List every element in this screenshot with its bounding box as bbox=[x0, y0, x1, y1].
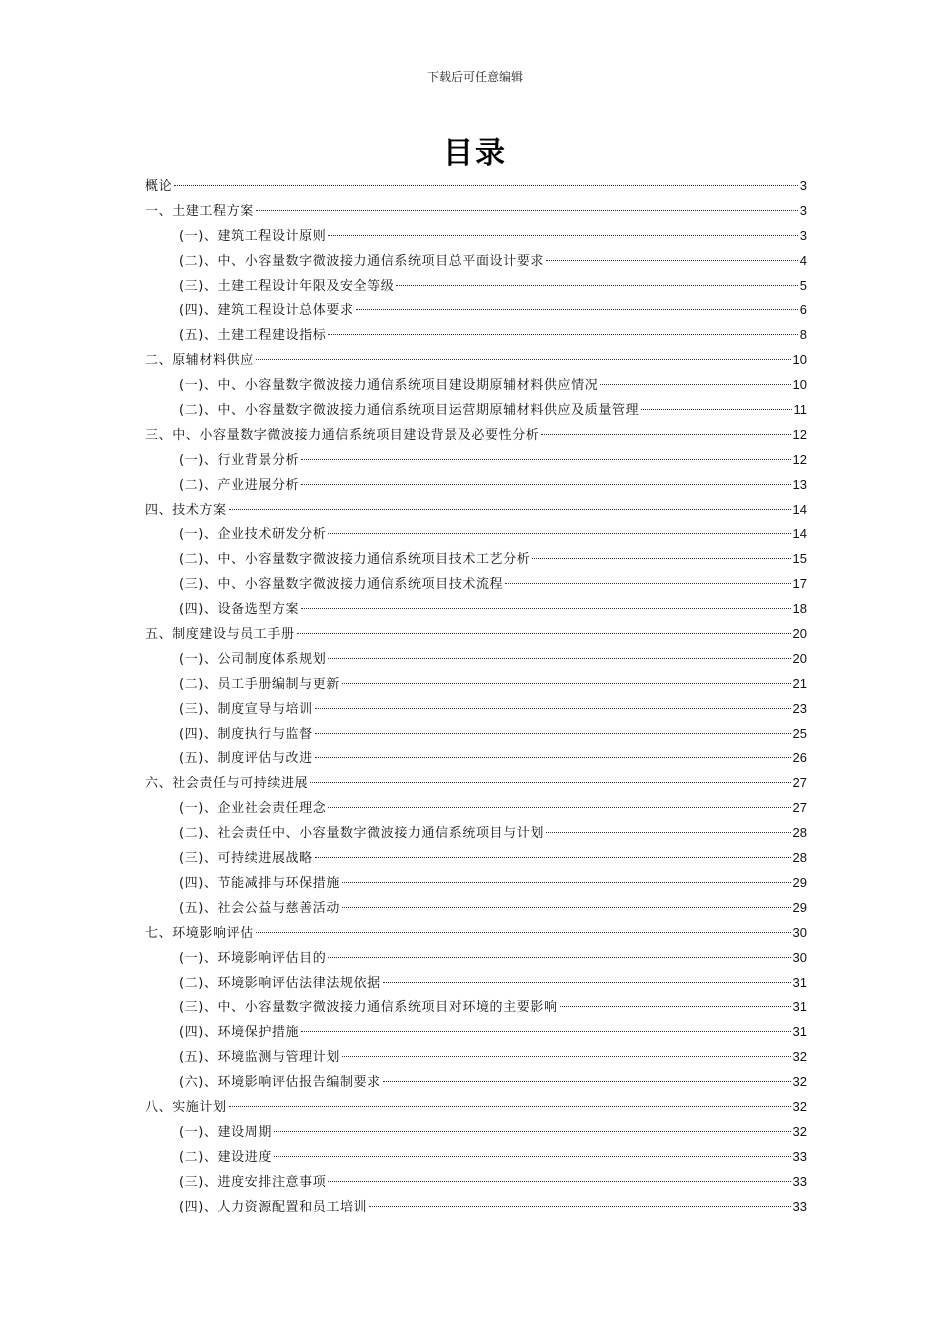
toc-entry[interactable] bbox=[145, 1020, 807, 1045]
toc-entry[interactable] bbox=[145, 921, 807, 946]
toc-entry[interactable] bbox=[145, 1195, 807, 1220]
toc-entry-page-number: 27 bbox=[792, 775, 807, 791]
toc-entry[interactable] bbox=[145, 672, 807, 697]
toc-entry-title: (四)、设备选型方案 bbox=[179, 602, 300, 618]
toc-entry-title: 二、原辅材料供应 bbox=[145, 353, 254, 369]
dot-leader bbox=[315, 708, 791, 709]
toc-entry-title: 概论 bbox=[145, 179, 173, 194]
dot-leader bbox=[315, 857, 791, 858]
toc-entry-title: (二)、社会责任中、小容量数字微波接力通信系统项目与计划 bbox=[179, 826, 544, 842]
toc-entry[interactable] bbox=[145, 199, 807, 224]
dot-leader bbox=[641, 409, 791, 410]
dot-leader bbox=[328, 334, 797, 335]
dot-leader bbox=[342, 683, 791, 684]
toc-entry[interactable] bbox=[145, 423, 807, 448]
toc-entry-page-number: 33 bbox=[792, 1173, 807, 1189]
toc-entry[interactable] bbox=[145, 348, 807, 373]
dot-leader bbox=[369, 1206, 790, 1207]
toc-entry-title: 五、制度建设与员工手册 bbox=[145, 627, 295, 643]
toc-entry[interactable] bbox=[145, 174, 807, 199]
dot-leader bbox=[274, 1131, 791, 1132]
toc-entry-page-number: 10 bbox=[792, 352, 807, 368]
toc-entry[interactable] bbox=[145, 224, 807, 249]
toc-entry[interactable] bbox=[145, 722, 807, 747]
toc-entry-title: (一)、企业技术研发分析 bbox=[179, 527, 327, 543]
toc-entry-title: (二)、产业进展分析 bbox=[179, 477, 300, 493]
toc-entry[interactable] bbox=[145, 1095, 807, 1120]
dot-leader bbox=[274, 1156, 791, 1157]
page-header-note: 下载后可任意编辑 bbox=[426, 70, 523, 84]
toc-entry[interactable] bbox=[145, 1120, 807, 1145]
toc-entry-page-number: 14 bbox=[792, 526, 807, 542]
dot-leader bbox=[383, 982, 791, 983]
dot-leader bbox=[328, 533, 790, 534]
toc-entry-title: (三)、进度安排注意事项 bbox=[179, 1174, 327, 1190]
toc-entry[interactable] bbox=[145, 622, 807, 647]
dot-leader bbox=[256, 932, 791, 933]
toc-entry-title: (二)、中、小容量数字微波接力通信系统项目运营期原辅材料供应及质量管理 bbox=[179, 403, 640, 419]
toc-entry-page-number: 26 bbox=[792, 750, 807, 766]
toc-entry-title: (三)、中、小容量数字微波接力通信系统项目技术流程 bbox=[179, 577, 504, 593]
toc-entry-title: (一)、公司制度体系规划 bbox=[179, 651, 327, 667]
toc-entry[interactable] bbox=[145, 274, 807, 299]
toc-entry-page-number: 18 bbox=[792, 601, 807, 617]
toc-entry-page-number: 15 bbox=[792, 551, 807, 567]
toc-entry-page-number: 6 bbox=[799, 302, 807, 318]
toc-entry[interactable] bbox=[145, 871, 807, 896]
toc-entry[interactable] bbox=[145, 398, 807, 423]
toc-entry-page-number: 3 bbox=[799, 178, 807, 193]
toc-entry-title: (一)、建设周期 bbox=[179, 1124, 272, 1140]
dot-leader bbox=[342, 1056, 791, 1057]
toc-entry-title: 一、土建工程方案 bbox=[145, 203, 254, 219]
toc-entry-page-number: 29 bbox=[792, 899, 807, 915]
dot-leader bbox=[301, 459, 790, 460]
toc-entry[interactable] bbox=[145, 498, 807, 523]
toc-entry[interactable] bbox=[145, 946, 807, 971]
toc-entry-title: (四)、建筑工程设计总体要求 bbox=[179, 303, 354, 319]
dot-leader bbox=[328, 235, 797, 236]
toc-title: 目录 bbox=[443, 136, 507, 171]
toc-entry-title: (二)、中、小容量数字微波接力通信系统项目总平面设计要求 bbox=[179, 253, 544, 269]
toc-entry-page-number: 28 bbox=[792, 850, 807, 866]
toc-entry[interactable] bbox=[145, 896, 807, 921]
toc-entry-page-number: 31 bbox=[792, 999, 807, 1015]
toc-entry-title: (一)、建筑工程设计原则 bbox=[179, 228, 327, 244]
toc-entry-title: (三)、土建工程设计年限及安全等级 bbox=[179, 278, 395, 294]
dot-leader bbox=[546, 832, 791, 833]
toc-entry-title: (一)、环境影响评估目的 bbox=[179, 950, 327, 966]
dot-leader bbox=[256, 210, 798, 211]
dot-leader bbox=[174, 185, 798, 186]
toc-entry[interactable] bbox=[145, 846, 807, 871]
dot-leader bbox=[546, 260, 798, 261]
toc-entry-page-number: 10 bbox=[792, 377, 807, 393]
toc-entry-page-number: 33 bbox=[792, 1198, 807, 1214]
dot-leader bbox=[297, 633, 791, 634]
toc-entry[interactable] bbox=[145, 298, 807, 323]
toc-entry-title: (一)、中、小容量数字微波接力通信系统项目建设期原辅材料供应情况 bbox=[179, 378, 599, 394]
dot-leader bbox=[328, 658, 790, 659]
table-of-contents bbox=[145, 174, 807, 1219]
dot-leader bbox=[600, 384, 790, 385]
dot-leader bbox=[560, 1006, 791, 1007]
toc-entry-title: (五)、制度评估与改进 bbox=[179, 751, 313, 767]
toc-entry-page-number: 32 bbox=[792, 1098, 807, 1114]
toc-entry[interactable] bbox=[145, 796, 807, 821]
toc-entry-page-number: 27 bbox=[792, 800, 807, 816]
toc-entry-title: (二)、员工手册编制与更新 bbox=[179, 676, 340, 692]
toc-entry-page-number: 23 bbox=[792, 700, 807, 716]
toc-entry-title: (三)、制度宣导与培训 bbox=[179, 701, 313, 717]
toc-entry[interactable] bbox=[145, 771, 807, 796]
toc-entry-page-number: 12 bbox=[792, 426, 807, 442]
toc-entry-page-number: 30 bbox=[792, 949, 807, 965]
toc-entry-title: 七、环境影响评估 bbox=[145, 925, 254, 941]
toc-entry-title: (六)、环境影响评估报告编制要求 bbox=[179, 1075, 381, 1091]
toc-entry[interactable] bbox=[145, 1170, 807, 1195]
toc-entry[interactable] bbox=[145, 572, 807, 597]
toc-entry[interactable] bbox=[145, 1145, 807, 1170]
toc-entry-title: (五)、社会公益与慈善活动 bbox=[179, 900, 340, 916]
toc-entry-title: 六、社会责任与可持续进展 bbox=[145, 776, 309, 792]
toc-entry-title: (三)、中、小容量数字微波接力通信系统项目对环境的主要影响 bbox=[179, 1000, 558, 1016]
dot-leader bbox=[301, 608, 790, 609]
dot-leader bbox=[383, 1081, 791, 1082]
toc-entry-page-number: 32 bbox=[792, 1049, 807, 1065]
toc-entry-title: (四)、节能减排与环保措施 bbox=[179, 875, 340, 891]
toc-entry-page-number: 21 bbox=[792, 675, 807, 691]
toc-entry-page-number: 8 bbox=[799, 327, 807, 343]
dot-leader bbox=[532, 558, 790, 559]
toc-entry[interactable] bbox=[145, 473, 807, 498]
toc-entry-page-number: 12 bbox=[792, 451, 807, 467]
toc-entry[interactable] bbox=[145, 697, 807, 722]
dot-leader bbox=[541, 434, 790, 435]
toc-entry-page-number: 4 bbox=[799, 252, 807, 268]
dot-leader bbox=[396, 285, 797, 286]
toc-entry-page-number: 3 bbox=[799, 202, 807, 218]
dot-leader bbox=[256, 359, 791, 360]
toc-entry[interactable] bbox=[145, 746, 807, 771]
toc-entry-page-number: 30 bbox=[792, 924, 807, 940]
toc-entry[interactable] bbox=[145, 373, 807, 398]
toc-entry-title: (一)、行业背景分析 bbox=[179, 452, 300, 468]
toc-entry-title: (四)、环境保护措施 bbox=[179, 1025, 300, 1041]
dot-leader bbox=[328, 957, 790, 958]
dot-leader bbox=[301, 484, 790, 485]
toc-entry-page-number: 17 bbox=[792, 576, 807, 592]
toc-entry-page-number: 5 bbox=[799, 277, 807, 293]
toc-entry-page-number: 28 bbox=[792, 825, 807, 841]
toc-entry-title: (五)、土建工程建设指标 bbox=[179, 328, 327, 344]
toc-entry-page-number: 32 bbox=[792, 1074, 807, 1090]
dot-leader bbox=[505, 583, 790, 584]
toc-entry-page-number: 11 bbox=[793, 402, 807, 418]
dot-leader bbox=[328, 1181, 790, 1182]
toc-entry-title: (五)、环境监测与管理计划 bbox=[179, 1050, 340, 1066]
toc-entry-page-number: 13 bbox=[792, 476, 807, 492]
toc-entry-page-number: 25 bbox=[792, 725, 807, 741]
toc-entry-title: (三)、可持续进展战略 bbox=[179, 851, 313, 867]
dot-leader bbox=[342, 907, 791, 908]
toc-entry[interactable] bbox=[145, 647, 807, 672]
dot-leader bbox=[328, 807, 790, 808]
toc-entry-title: (一)、企业社会责任理念 bbox=[179, 801, 327, 817]
toc-entry-title: (二)、环境影响评估法律法规依据 bbox=[179, 975, 381, 991]
dot-leader bbox=[229, 509, 791, 510]
dot-leader bbox=[356, 309, 798, 310]
toc-entry[interactable] bbox=[145, 448, 807, 473]
toc-entry-page-number: 20 bbox=[792, 650, 807, 666]
toc-entry[interactable] bbox=[145, 1045, 807, 1070]
toc-entry[interactable] bbox=[145, 249, 807, 274]
toc-entry-page-number: 14 bbox=[792, 501, 807, 517]
toc-entry[interactable] bbox=[145, 821, 807, 846]
dot-leader bbox=[315, 733, 791, 734]
toc-entry-title: (四)、制度执行与监督 bbox=[179, 726, 313, 742]
toc-entry-page-number: 3 bbox=[799, 227, 807, 243]
toc-entry[interactable] bbox=[145, 1070, 807, 1095]
dot-leader bbox=[310, 782, 790, 783]
dot-leader bbox=[315, 757, 791, 758]
toc-entry-title: (四)、人力资源配置和员工培训 bbox=[179, 1199, 368, 1215]
toc-entry[interactable] bbox=[145, 323, 807, 348]
toc-entry[interactable] bbox=[145, 597, 807, 622]
toc-entry-title: 四、技术方案 bbox=[145, 502, 227, 518]
toc-entry-page-number: 31 bbox=[792, 974, 807, 990]
toc-entry-page-number: 20 bbox=[792, 626, 807, 642]
toc-entry-title: (二)、中、小容量数字微波接力通信系统项目技术工艺分析 bbox=[179, 552, 531, 568]
toc-entry[interactable] bbox=[145, 522, 807, 547]
toc-entry-page-number: 31 bbox=[792, 1024, 807, 1040]
toc-entry-title: 八、实施计划 bbox=[145, 1099, 227, 1115]
toc-entry-title: 三、中、小容量数字微波接力通信系统项目建设背景及必要性分析 bbox=[145, 427, 540, 443]
dot-leader bbox=[229, 1106, 791, 1107]
toc-entry-title: (二)、建设进度 bbox=[179, 1149, 272, 1165]
toc-entry-page-number: 29 bbox=[792, 874, 807, 890]
toc-entry[interactable] bbox=[145, 971, 807, 996]
toc-entry[interactable] bbox=[145, 995, 807, 1020]
toc-entry-page-number: 33 bbox=[792, 1148, 807, 1164]
toc-entry-page-number: 32 bbox=[792, 1123, 807, 1139]
dot-leader bbox=[301, 1031, 790, 1032]
toc-entry[interactable] bbox=[145, 547, 807, 572]
dot-leader bbox=[342, 882, 791, 883]
